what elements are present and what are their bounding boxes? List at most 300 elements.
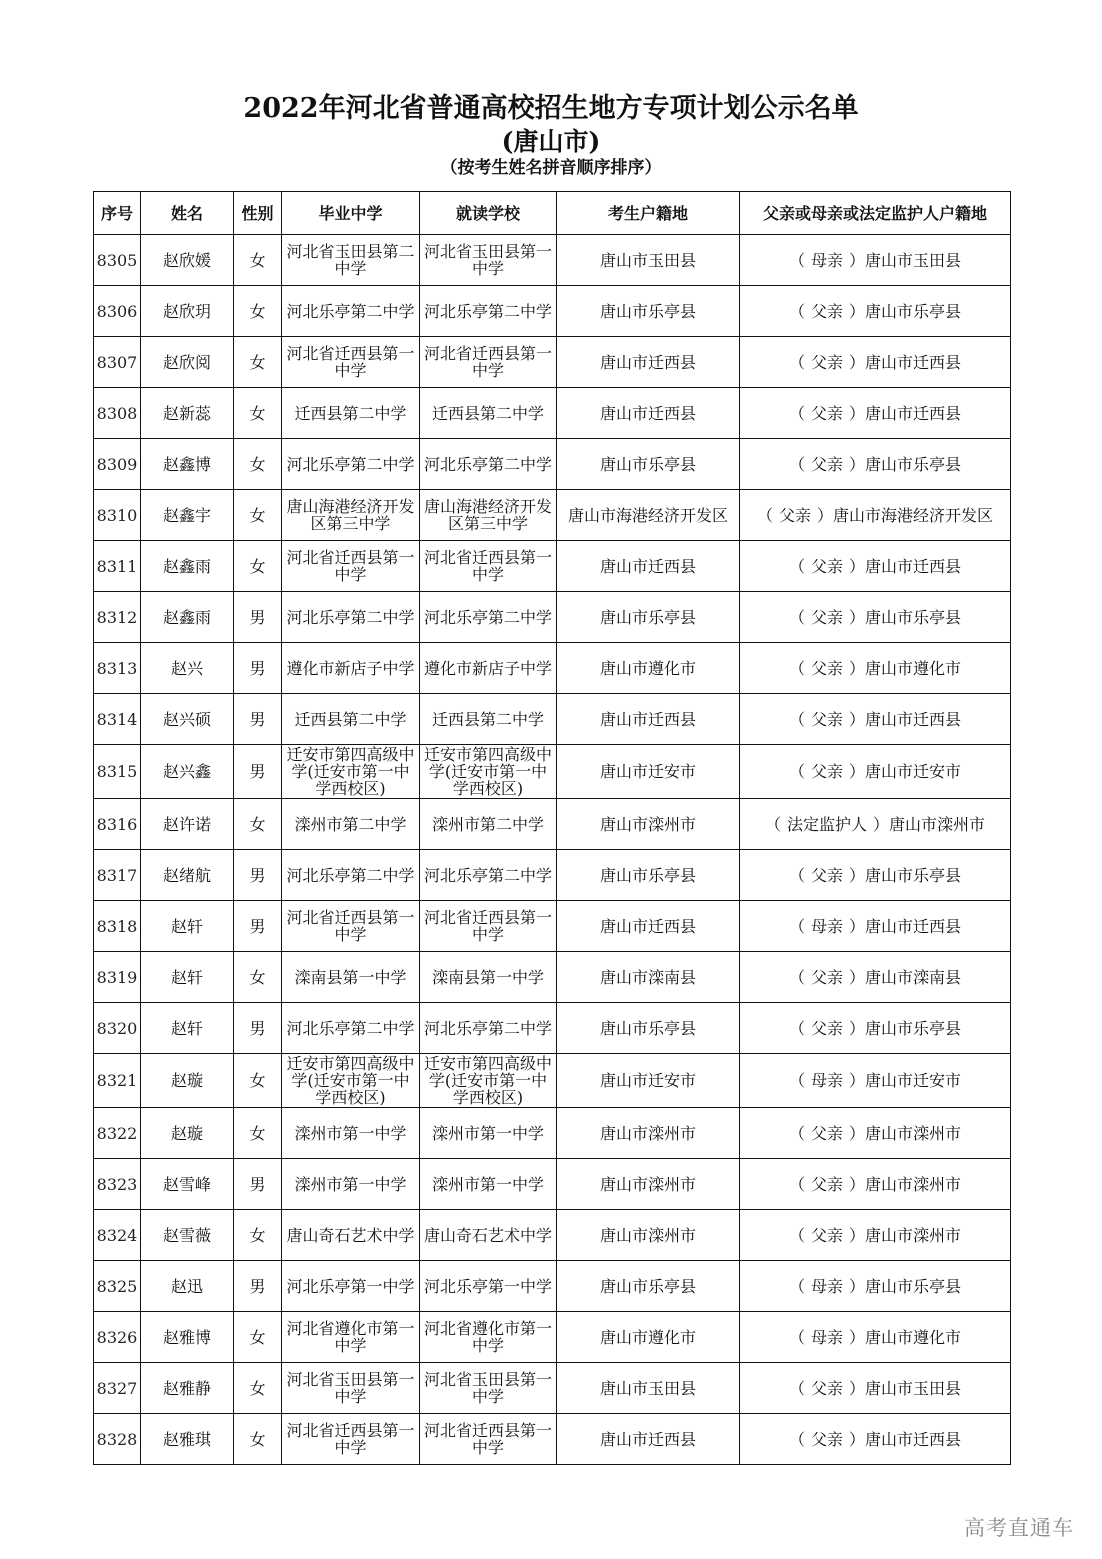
cell-graduation-school: 河北省玉田县第二中学 bbox=[282, 235, 420, 286]
column-header-graduation-school: 毕业中学 bbox=[282, 192, 420, 235]
table-row bbox=[94, 952, 1011, 1003]
cell-sex: 女 bbox=[234, 388, 282, 439]
roster-table bbox=[93, 191, 1011, 1465]
cell-serial-no: 8327 bbox=[94, 1363, 141, 1414]
cell-graduation-school: 河北省迁西县第一中学 bbox=[282, 901, 420, 952]
guardian-household: 唐山市迁西县 bbox=[865, 709, 962, 729]
paren-close: ） bbox=[849, 352, 866, 372]
cell-sex: 男 bbox=[234, 1159, 282, 1210]
cell-current-school: 迁西县第二中学 bbox=[420, 694, 557, 745]
paren-close: ） bbox=[817, 505, 834, 525]
table-row bbox=[94, 643, 1011, 694]
paren-open: （ bbox=[788, 967, 805, 987]
cell-serial-no: 8311 bbox=[94, 541, 141, 592]
cell-name: 赵鑫雨 bbox=[141, 592, 234, 643]
paren-open: （ bbox=[788, 1429, 805, 1449]
cell-serial-no: 8306 bbox=[94, 286, 141, 337]
column-header-student-household: 考生户籍地 bbox=[557, 192, 740, 235]
cell-guardian-household bbox=[740, 1054, 1011, 1108]
table-row bbox=[94, 1108, 1011, 1159]
cell-graduation-school: 河北省迁西县第一中学 bbox=[282, 1414, 420, 1465]
cell-serial-no: 8308 bbox=[94, 388, 141, 439]
cell-guardian-household bbox=[740, 490, 1011, 541]
cell-guardian-household bbox=[740, 1363, 1011, 1414]
cell-graduation-school: 河北乐亭第二中学 bbox=[282, 592, 420, 643]
cell-student-household: 唐山市滦州市 bbox=[557, 799, 740, 850]
cell-guardian-household bbox=[740, 799, 1011, 850]
guardian-household: 唐山市迁西县 bbox=[865, 1429, 962, 1449]
guardian-household: 唐山市滦南县 bbox=[865, 967, 962, 987]
cell-current-school: 唐山奇石艺术中学 bbox=[420, 1210, 557, 1261]
cell-student-household: 唐山市乐亭县 bbox=[557, 1003, 740, 1054]
cell-student-household: 唐山市乐亭县 bbox=[557, 592, 740, 643]
paren-open: （ bbox=[788, 1174, 805, 1194]
paren-open: （ bbox=[788, 352, 805, 372]
guardian-household: 唐山市迁西县 bbox=[865, 916, 962, 936]
guardian-household: 唐山市海港经济开发区 bbox=[833, 505, 994, 525]
cell-sex: 男 bbox=[234, 694, 282, 745]
guardian-relation: 父亲 bbox=[810, 1378, 843, 1398]
cell-serial-no: 8319 bbox=[94, 952, 141, 1003]
cell-sex: 女 bbox=[234, 1414, 282, 1465]
paren-close: ） bbox=[849, 1018, 866, 1038]
paren-close: ） bbox=[849, 607, 866, 627]
paren-close: ） bbox=[849, 1225, 866, 1245]
guardian-relation: 父亲 bbox=[810, 865, 843, 885]
cell-guardian-household bbox=[740, 850, 1011, 901]
table-row bbox=[94, 337, 1011, 388]
cell-current-school: 河北省玉田县第一中学 bbox=[420, 1363, 557, 1414]
cell-name: 赵新蕊 bbox=[141, 388, 234, 439]
guardian-household: 唐山市迁安市 bbox=[865, 1071, 962, 1090]
cell-sex: 男 bbox=[234, 1003, 282, 1054]
cell-name: 赵兴硕 bbox=[141, 694, 234, 745]
guardian-relation: 父亲 bbox=[810, 607, 843, 627]
cell-serial-no: 8324 bbox=[94, 1210, 141, 1261]
cell-current-school: 滦州市第一中学 bbox=[420, 1108, 557, 1159]
guardian-household: 唐山市迁安市 bbox=[865, 762, 962, 781]
cell-serial-no: 8316 bbox=[94, 799, 141, 850]
guardian-relation: 父亲 bbox=[810, 1174, 843, 1194]
table-row bbox=[94, 286, 1011, 337]
page-title: 2022年河北省普通高校招生地方专项计划公示名单 bbox=[243, 93, 859, 124]
cell-graduation-school: 唐山海港经济开发区第三中学 bbox=[282, 490, 420, 541]
cell-sex: 女 bbox=[234, 286, 282, 337]
cell-serial-no: 8323 bbox=[94, 1159, 141, 1210]
cell-current-school: 河北乐亭第二中学 bbox=[420, 1003, 557, 1054]
cell-graduation-school: 河北乐亭第一中学 bbox=[282, 1261, 420, 1312]
table-row bbox=[94, 439, 1011, 490]
cell-current-school: 遵化市新店子中学 bbox=[420, 643, 557, 694]
cell-student-household: 唐山市迁西县 bbox=[557, 541, 740, 592]
paren-close: ） bbox=[849, 556, 866, 576]
cell-guardian-household bbox=[740, 388, 1011, 439]
cell-guardian-household bbox=[740, 1210, 1011, 1261]
cell-current-school: 滦州市第二中学 bbox=[420, 799, 557, 850]
paren-open: （ bbox=[788, 250, 805, 270]
table-row bbox=[94, 901, 1011, 952]
cell-name: 赵璇 bbox=[141, 1054, 234, 1108]
cell-name: 赵鑫博 bbox=[141, 439, 234, 490]
paren-close: ） bbox=[849, 1378, 866, 1398]
table-row bbox=[94, 1261, 1011, 1312]
cell-name: 赵鑫宇 bbox=[141, 490, 234, 541]
guardian-relation: 父亲 bbox=[810, 301, 843, 321]
paren-close: ） bbox=[849, 1123, 866, 1143]
cell-graduation-school: 河北乐亭第二中学 bbox=[282, 1003, 420, 1054]
cell-sex: 女 bbox=[234, 439, 282, 490]
cell-graduation-school: 滦州市第一中学 bbox=[282, 1159, 420, 1210]
cell-guardian-household bbox=[740, 541, 1011, 592]
cell-name: 赵鑫雨 bbox=[141, 541, 234, 592]
cell-current-school: 河北省玉田县第一中学 bbox=[420, 235, 557, 286]
cell-name: 赵兴鑫 bbox=[141, 745, 234, 799]
paren-close: ） bbox=[849, 1174, 866, 1194]
cell-current-school: 河北乐亭第二中学 bbox=[420, 850, 557, 901]
cell-guardian-household bbox=[740, 337, 1011, 388]
guardian-relation: 父亲 bbox=[810, 1123, 843, 1143]
table-body bbox=[94, 235, 1011, 1465]
paren-close: ） bbox=[849, 967, 866, 987]
cell-guardian-household bbox=[740, 1159, 1011, 1210]
cell-graduation-school: 唐山奇石艺术中学 bbox=[282, 1210, 420, 1261]
cell-guardian-household bbox=[740, 1312, 1011, 1363]
cell-sex: 女 bbox=[234, 490, 282, 541]
guardian-household: 唐山市乐亭县 bbox=[865, 1276, 962, 1296]
guardian-household: 唐山市滦州市 bbox=[889, 814, 986, 834]
cell-current-school: 河北乐亭第二中学 bbox=[420, 286, 557, 337]
cell-current-school: 河北乐亭第二中学 bbox=[420, 439, 557, 490]
paren-close: ） bbox=[849, 865, 866, 885]
cell-graduation-school: 河北省遵化市第一中学 bbox=[282, 1312, 420, 1363]
guardian-relation: 父亲 bbox=[810, 1018, 843, 1038]
cell-sex: 女 bbox=[234, 1054, 282, 1108]
cell-serial-no: 8317 bbox=[94, 850, 141, 901]
cell-sex: 女 bbox=[234, 952, 282, 1003]
cell-student-household: 唐山市玉田县 bbox=[557, 235, 740, 286]
table-row bbox=[94, 1363, 1011, 1414]
cell-sex: 女 bbox=[234, 1108, 282, 1159]
table-row bbox=[94, 1312, 1011, 1363]
guardian-household: 唐山市玉田县 bbox=[865, 1378, 962, 1398]
cell-name: 赵欣阅 bbox=[141, 337, 234, 388]
guardian-household: 唐山市乐亭县 bbox=[865, 865, 962, 885]
column-header-no: 序号 bbox=[94, 192, 141, 235]
paren-open: （ bbox=[788, 556, 805, 576]
paren-open: （ bbox=[788, 607, 805, 627]
cell-serial-no: 8315 bbox=[94, 745, 141, 799]
paren-open: （ bbox=[788, 403, 805, 423]
cell-sex: 女 bbox=[234, 1210, 282, 1261]
guardian-relation: 法定监护人 bbox=[786, 814, 867, 834]
table-row bbox=[94, 1159, 1011, 1210]
guardian-relation: 母亲 bbox=[810, 250, 843, 270]
cell-name: 赵轩 bbox=[141, 1003, 234, 1054]
cell-sex: 女 bbox=[234, 799, 282, 850]
cell-graduation-school: 迁安市第四高级中学(迁安市第一中学西校区) bbox=[282, 1054, 420, 1108]
paren-open: （ bbox=[788, 709, 805, 729]
cell-name: 赵迅 bbox=[141, 1261, 234, 1312]
guardian-household: 唐山市乐亭县 bbox=[865, 607, 962, 627]
paren-open: （ bbox=[756, 505, 773, 525]
cell-student-household: 唐山市滦州市 bbox=[557, 1210, 740, 1261]
cell-student-household: 唐山市迁西县 bbox=[557, 1414, 740, 1465]
paren-open: （ bbox=[788, 762, 805, 781]
cell-name: 赵欣玥 bbox=[141, 286, 234, 337]
guardian-relation: 父亲 bbox=[810, 1225, 843, 1245]
paren-close: ） bbox=[849, 301, 866, 321]
cell-student-household: 唐山市迁西县 bbox=[557, 337, 740, 388]
cell-name: 赵璇 bbox=[141, 1108, 234, 1159]
cell-sex: 男 bbox=[234, 745, 282, 799]
cell-serial-no: 8314 bbox=[94, 694, 141, 745]
guardian-household: 唐山市遵化市 bbox=[865, 658, 962, 678]
paren-open: （ bbox=[788, 1123, 805, 1143]
cell-current-school: 迁安市第四高级中学(迁安市第一中学西校区) bbox=[420, 1054, 557, 1108]
table-row bbox=[94, 490, 1011, 541]
cell-student-household: 唐山市玉田县 bbox=[557, 1363, 740, 1414]
guardian-relation: 父亲 bbox=[810, 403, 843, 423]
guardian-household: 唐山市滦州市 bbox=[865, 1174, 962, 1194]
cell-sex: 男 bbox=[234, 643, 282, 694]
cell-current-school: 滦州市第一中学 bbox=[420, 1159, 557, 1210]
cell-sex: 男 bbox=[234, 850, 282, 901]
cell-current-school: 迁安市第四高级中学(迁安市第一中学西校区) bbox=[420, 745, 557, 799]
table-row bbox=[94, 850, 1011, 901]
cell-sex: 男 bbox=[234, 901, 282, 952]
table-row bbox=[94, 1003, 1011, 1054]
guardian-household: 唐山市乐亭县 bbox=[865, 454, 962, 474]
cell-name: 赵雅琪 bbox=[141, 1414, 234, 1465]
cell-student-household: 唐山市迁安市 bbox=[557, 745, 740, 799]
cell-student-household: 唐山市海港经济开发区 bbox=[557, 490, 740, 541]
table-row bbox=[94, 745, 1011, 799]
cell-guardian-household bbox=[740, 901, 1011, 952]
cell-graduation-school: 滦南县第一中学 bbox=[282, 952, 420, 1003]
cell-current-school: 河北乐亭第二中学 bbox=[420, 592, 557, 643]
paren-close: ） bbox=[849, 250, 866, 270]
cell-serial-no: 8307 bbox=[94, 337, 141, 388]
cell-serial-no: 8318 bbox=[94, 901, 141, 952]
cell-serial-no: 8325 bbox=[94, 1261, 141, 1312]
guardian-household: 唐山市遵化市 bbox=[865, 1327, 962, 1347]
cell-student-household: 唐山市迁安市 bbox=[557, 1054, 740, 1108]
cell-graduation-school: 迁西县第二中学 bbox=[282, 388, 420, 439]
cell-student-household: 唐山市滦南县 bbox=[557, 952, 740, 1003]
column-header-guardian-household: 父亲或母亲或法定监护人户籍地 bbox=[740, 192, 1011, 235]
guardian-relation: 父亲 bbox=[810, 762, 843, 781]
table-row bbox=[94, 1414, 1011, 1465]
cell-student-household: 唐山市乐亭县 bbox=[557, 850, 740, 901]
cell-student-household: 唐山市乐亭县 bbox=[557, 286, 740, 337]
guardian-household: 唐山市乐亭县 bbox=[865, 1018, 962, 1038]
guardian-household: 唐山市乐亭县 bbox=[865, 301, 962, 321]
paren-open: （ bbox=[788, 1378, 805, 1398]
cell-guardian-household bbox=[740, 1003, 1011, 1054]
paren-close: ） bbox=[849, 916, 866, 936]
cell-serial-no: 8326 bbox=[94, 1312, 141, 1363]
column-header-current-school: 就读学校 bbox=[420, 192, 557, 235]
cell-graduation-school: 河北乐亭第二中学 bbox=[282, 286, 420, 337]
cell-serial-no: 8312 bbox=[94, 592, 141, 643]
paren-open: （ bbox=[788, 865, 805, 885]
cell-graduation-school: 滦州市第二中学 bbox=[282, 799, 420, 850]
cell-guardian-household bbox=[740, 745, 1011, 799]
watermark: 高考直通车 bbox=[964, 1516, 1074, 1540]
cell-guardian-household bbox=[740, 592, 1011, 643]
cell-sex: 女 bbox=[234, 1312, 282, 1363]
cell-current-school: 河北省迁西县第一中学 bbox=[420, 901, 557, 952]
guardian-household: 唐山市玉田县 bbox=[865, 250, 962, 270]
table-row bbox=[94, 1210, 1011, 1261]
cell-serial-no: 8328 bbox=[94, 1414, 141, 1465]
paren-close: ） bbox=[849, 1276, 866, 1296]
cell-serial-no: 8313 bbox=[94, 643, 141, 694]
cell-current-school: 滦南县第一中学 bbox=[420, 952, 557, 1003]
cell-name: 赵雪峰 bbox=[141, 1159, 234, 1210]
table-row bbox=[94, 592, 1011, 643]
cell-guardian-household bbox=[740, 1261, 1011, 1312]
guardian-household: 唐山市迁西县 bbox=[865, 403, 962, 423]
table-row bbox=[94, 388, 1011, 439]
cell-sex: 男 bbox=[234, 592, 282, 643]
cell-sex: 女 bbox=[234, 235, 282, 286]
paren-close: ） bbox=[849, 658, 866, 678]
table-row bbox=[94, 694, 1011, 745]
paren-close: ） bbox=[849, 454, 866, 474]
cell-current-school: 河北省迁西县第一中学 bbox=[420, 337, 557, 388]
guardian-relation: 母亲 bbox=[810, 1327, 843, 1347]
table-header-row bbox=[94, 192, 1011, 235]
cell-name: 赵欣媛 bbox=[141, 235, 234, 286]
cell-current-school: 河北省迁西县第一中学 bbox=[420, 541, 557, 592]
paren-open: （ bbox=[788, 1071, 805, 1090]
paren-close: ） bbox=[849, 709, 866, 729]
cell-serial-no: 8320 bbox=[94, 1003, 141, 1054]
cell-current-school: 河北省遵化市第一中学 bbox=[420, 1312, 557, 1363]
paren-open: （ bbox=[788, 1018, 805, 1038]
cell-name: 赵绪航 bbox=[141, 850, 234, 901]
cell-guardian-household bbox=[740, 439, 1011, 490]
cell-name: 赵雅静 bbox=[141, 1363, 234, 1414]
column-header-sex: 性别 bbox=[234, 192, 282, 235]
cell-name: 赵雪薇 bbox=[141, 1210, 234, 1261]
cell-guardian-household bbox=[740, 952, 1011, 1003]
cell-name: 赵雅博 bbox=[141, 1312, 234, 1363]
cell-sex: 女 bbox=[234, 541, 282, 592]
paren-open: （ bbox=[788, 916, 805, 936]
guardian-relation: 父亲 bbox=[778, 505, 811, 525]
cell-current-school: 河北乐亭第一中学 bbox=[420, 1261, 557, 1312]
cell-student-household: 唐山市滦州市 bbox=[557, 1108, 740, 1159]
guardian-relation: 父亲 bbox=[810, 967, 843, 987]
cell-graduation-school: 河北乐亭第二中学 bbox=[282, 850, 420, 901]
cell-student-household: 唐山市乐亭县 bbox=[557, 439, 740, 490]
cell-graduation-school: 河北省迁西县第一中学 bbox=[282, 337, 420, 388]
paren-open: （ bbox=[788, 1327, 805, 1347]
cell-graduation-school: 迁西县第二中学 bbox=[282, 694, 420, 745]
guardian-household: 唐山市滦州市 bbox=[865, 1225, 962, 1245]
cell-serial-no: 8310 bbox=[94, 490, 141, 541]
guardian-household: 唐山市滦州市 bbox=[865, 1123, 962, 1143]
paren-open: （ bbox=[788, 454, 805, 474]
cell-student-household: 唐山市迁西县 bbox=[557, 694, 740, 745]
cell-name: 赵轩 bbox=[141, 952, 234, 1003]
cell-graduation-school: 河北省玉田县第一中学 bbox=[282, 1363, 420, 1414]
guardian-relation: 父亲 bbox=[810, 454, 843, 474]
paren-open: （ bbox=[788, 1225, 805, 1245]
guardian-relation: 父亲 bbox=[810, 556, 843, 576]
table-row bbox=[94, 1054, 1011, 1108]
sort-note: （按考生姓名拼音顺序排序） bbox=[440, 158, 662, 178]
table-row bbox=[94, 799, 1011, 850]
cell-graduation-school: 遵化市新店子中学 bbox=[282, 643, 420, 694]
cell-guardian-household bbox=[740, 1108, 1011, 1159]
page-subtitle-city: (唐山市) bbox=[501, 127, 601, 156]
cell-serial-no: 8305 bbox=[94, 235, 141, 286]
paren-open: （ bbox=[788, 1276, 805, 1296]
paren-close: ） bbox=[849, 1071, 866, 1090]
paren-close: ） bbox=[849, 1327, 866, 1347]
cell-guardian-household bbox=[740, 235, 1011, 286]
guardian-relation: 母亲 bbox=[810, 1071, 843, 1090]
cell-graduation-school: 河北乐亭第二中学 bbox=[282, 439, 420, 490]
cell-graduation-school: 滦州市第一中学 bbox=[282, 1108, 420, 1159]
cell-sex: 女 bbox=[234, 1363, 282, 1414]
paren-close: ） bbox=[849, 1429, 866, 1449]
cell-current-school: 唐山海港经济开发区第三中学 bbox=[420, 490, 557, 541]
paren-close: ） bbox=[873, 814, 890, 834]
cell-name: 赵兴 bbox=[141, 643, 234, 694]
guardian-relation: 父亲 bbox=[810, 658, 843, 678]
cell-serial-no: 8321 bbox=[94, 1054, 141, 1108]
cell-current-school: 河北省迁西县第一中学 bbox=[420, 1414, 557, 1465]
cell-graduation-school: 迁安市第四高级中学(迁安市第一中学西校区) bbox=[282, 745, 420, 799]
guardian-relation: 父亲 bbox=[810, 352, 843, 372]
cell-guardian-household bbox=[740, 1414, 1011, 1465]
cell-student-household: 唐山市滦州市 bbox=[557, 1159, 740, 1210]
table-row bbox=[94, 541, 1011, 592]
column-header-name: 姓名 bbox=[141, 192, 234, 235]
cell-serial-no: 8309 bbox=[94, 439, 141, 490]
paren-close: ） bbox=[849, 403, 866, 423]
cell-student-household: 唐山市遵化市 bbox=[557, 643, 740, 694]
cell-student-household: 唐山市迁西县 bbox=[557, 901, 740, 952]
cell-guardian-household bbox=[740, 286, 1011, 337]
paren-open: （ bbox=[788, 658, 805, 678]
cell-guardian-household bbox=[740, 694, 1011, 745]
table-row bbox=[94, 235, 1011, 286]
cell-student-household: 唐山市迁西县 bbox=[557, 388, 740, 439]
guardian-relation: 母亲 bbox=[810, 916, 843, 936]
guardian-relation: 父亲 bbox=[810, 1429, 843, 1449]
cell-name: 赵许诺 bbox=[141, 799, 234, 850]
paren-close: ） bbox=[849, 762, 866, 781]
cell-serial-no: 8322 bbox=[94, 1108, 141, 1159]
cell-student-household: 唐山市遵化市 bbox=[557, 1312, 740, 1363]
cell-student-household: 唐山市乐亭县 bbox=[557, 1261, 740, 1312]
cell-current-school: 迁西县第二中学 bbox=[420, 388, 557, 439]
guardian-household: 唐山市迁西县 bbox=[865, 556, 962, 576]
guardian-relation: 母亲 bbox=[810, 1276, 843, 1296]
cell-name: 赵轩 bbox=[141, 901, 234, 952]
guardian-relation: 父亲 bbox=[810, 709, 843, 729]
guardian-household: 唐山市迁西县 bbox=[865, 352, 962, 372]
paren-open: （ bbox=[788, 301, 805, 321]
cell-sex: 男 bbox=[234, 1261, 282, 1312]
cell-graduation-school: 河北省迁西县第一中学 bbox=[282, 541, 420, 592]
cell-sex: 女 bbox=[234, 337, 282, 388]
